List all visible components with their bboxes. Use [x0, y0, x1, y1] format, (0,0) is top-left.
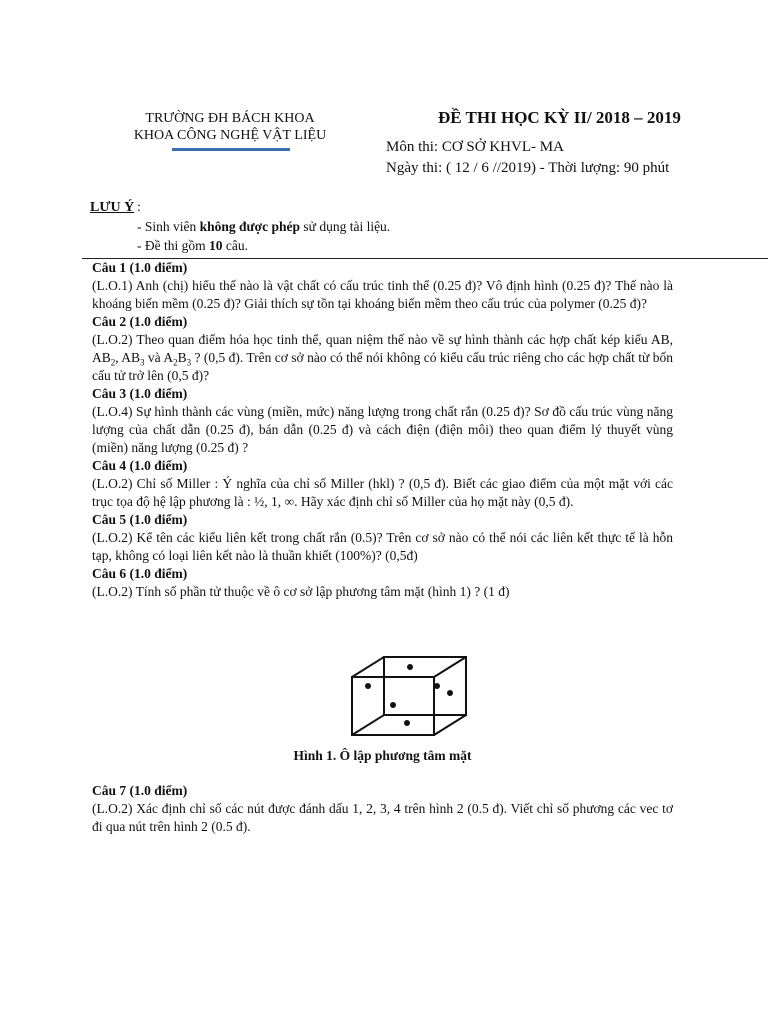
atom-back-face [434, 683, 440, 689]
atom-front-face [390, 702, 396, 708]
question-4-heading: Câu 4 (1.0 điểm) [92, 458, 188, 473]
atom-right-face [447, 690, 453, 696]
question-6-heading: Câu 6 (1.0 điểm) [92, 566, 188, 581]
fcc-unit-cell-figure [348, 653, 476, 739]
question-5-heading: Câu 5 (1.0 điểm) [92, 512, 188, 527]
header-divider [172, 148, 290, 151]
question-3-heading: Câu 3 (1.0 điểm) [92, 386, 188, 401]
questions-block [92, 259, 673, 601]
question-2-text: (L.O.2) Theo quan điểm hóa học tinh thể, quan niệm thế nào về sự hình thành các hợp chất kép kiểu AB, $AB_2$, $AB_3$ và $A_2B_3$ ? (0,5 đ). Trên cơ sở nào có thể nói không có kiểu cấu trúc riêng cho các hợp chất từ bốn cấu tử trở lên (0,5 đ)? [92, 332, 673, 383]
question-7-text: (L.O.2) Xác định chỉ số các nút được đánh dấu 1, 2, 3, 4 trên hình 2 (0.5 đ). Viết chỉ số phương các vec tơ đi qua nút trên hình 2 (0.5 đ). [92, 801, 673, 834]
question-3-text: (L.O.4) Sự hình thành các vùng (miền, mức) năng lượng trong chất rắn (0.25 đ)? Sơ đồ cấu trúc vùng năng lượng của chất dẫn (0.25 đ), bán dẫn (0.25 đ) và cách điện (điện môi) theo quan điểm lý thuyết vùng (miền) năng lượng (0.25 đ) ? [92, 404, 673, 455]
note-colon: : [137, 200, 141, 215]
atom-top-face [407, 664, 413, 670]
question-2-heading: Câu 2 (1.0 điểm) [92, 314, 188, 329]
exam-subject: Môn thi: CƠ SỞ KHVL- MA [386, 139, 564, 155]
question-4-text: (L.O.2) Chỉ số Miller : Ý nghĩa của chỉ số Miller (hkl) ? (0,5 đ). Biết các giao điểm của một mặt với các trục tọa độ hệ lập phương là : ½, 1, ∞. Hãy xác định chỉ số Miller của họ mặt này (0,5 đ). [92, 476, 673, 509]
note-item-materials: - Sinh viên không được phép sử dụng tài liệu. [137, 219, 391, 234]
school-name: TRƯỜNG ĐH BÁCH KHOA [145, 111, 315, 126]
faculty-name: KHOA CÔNG NGHỆ VẬT LIỆU [133, 128, 327, 143]
question-5-text: (L.O.2) Kể tên các kiểu liên kết trong chất rắn (0.5)? Trên cơ sở nào có thể nói các liên kết thực tế là hỗn tạp, không có loại liên kết nào là thuần khiết (100%)? (0,5đ) [92, 530, 673, 563]
question-7-block [92, 782, 673, 836]
question-1-heading: Câu 1 (1.0 điểm) [92, 260, 188, 275]
question-1-text: (L.O.1) Anh (chị) hiểu thế nào là vật chất có cấu trúc tinh thể (0.25 đ)? Vô định hình (0.25 đ)? Thế nào là khoáng biến mềm (0.25 đ)? Giải thích sự tồn tại khoáng biến mềm theo cấu trúc của polymer (0.25 đ)? [92, 278, 673, 311]
note-item-count: - Đề thi gồm 10 câu. [137, 238, 248, 253]
figure-caption: Hình 1. Ô lập phương tâm mặt [293, 748, 472, 763]
atom-bottom-face [404, 720, 410, 726]
atom-left-face [365, 683, 371, 689]
exam-title: ĐỀ THI HỌC KỲ II/ 2018 – 2019 [438, 108, 681, 127]
note-label: LƯU Ý [90, 200, 135, 215]
exam-date-duration: Ngày thi: ( 12 / 6 //2019) - Thời lượng: 90 phút [386, 160, 670, 176]
question-7-heading: Câu 7 (1.0 điểm) [92, 783, 188, 798]
question-6-text: (L.O.2) Tính số phần tử thuộc về ô cơ sở lập phương tâm mặt (hình 1) ? (1 đ) [92, 584, 510, 599]
